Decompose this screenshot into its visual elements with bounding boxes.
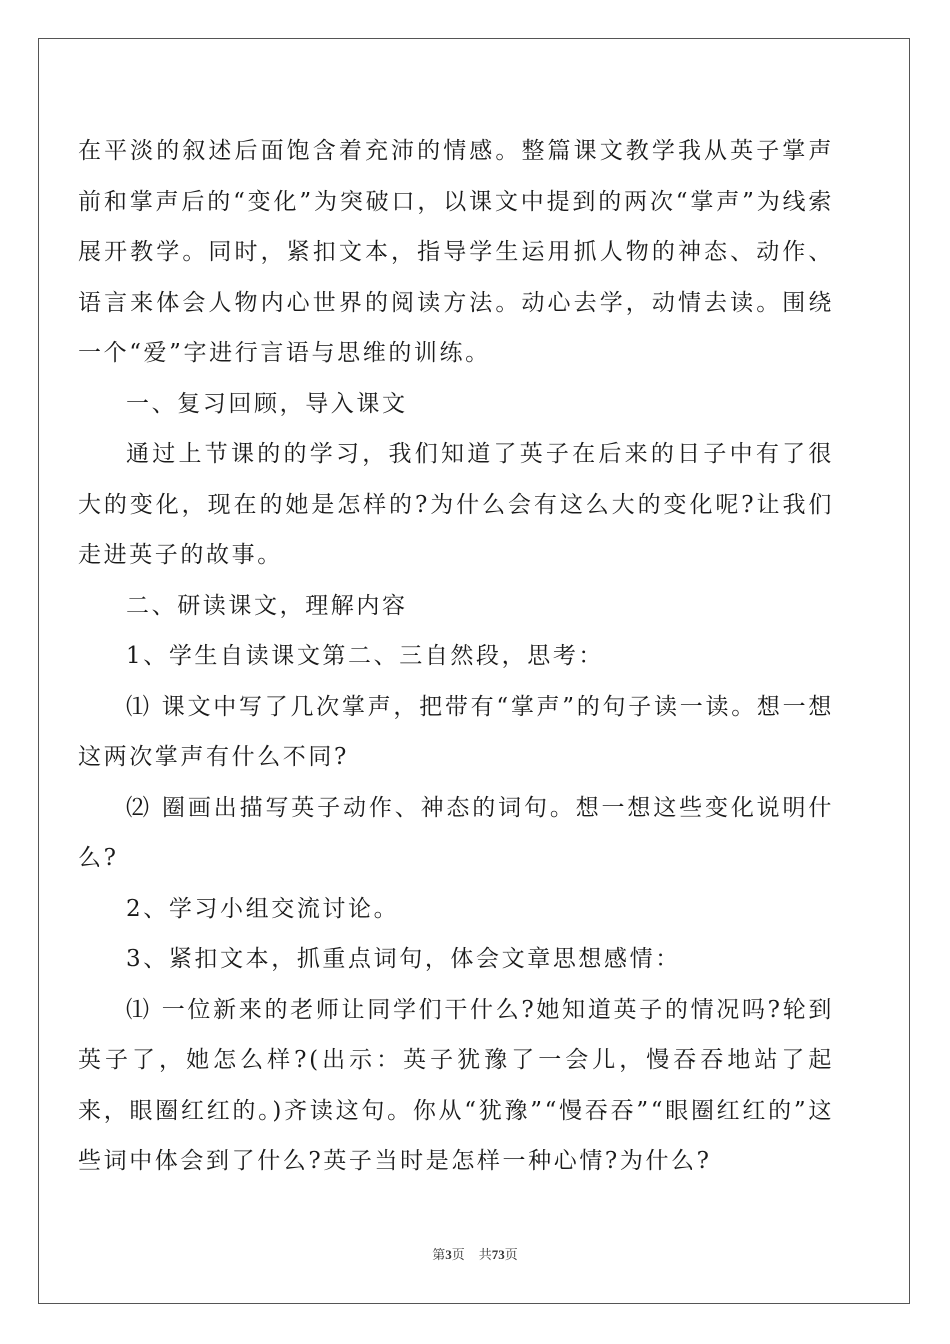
section-heading-review: 一、复习回顾，导入课文 xyxy=(126,390,408,417)
paragraph-8: 2、学习小组交流讨论。 xyxy=(126,895,400,922)
page-prefix: 第 xyxy=(432,1248,446,1263)
paragraph-5: 1、学生自读课文第二、三自然段，思考： xyxy=(126,643,605,669)
total-prefix: 共 xyxy=(478,1248,492,1263)
paragraph-6: ⑴ 课文中写了几次掌声，把带有“掌声”的句子读一读。想一想这两次掌声有什么不同? xyxy=(78,693,834,770)
page-suffix: 页 xyxy=(451,1248,465,1263)
paragraph-1: 在平淡的叙述后面饱含着充沛的情感。整篇课文教学我从英子掌声前和掌声后的“变化”为突破口，以课文中提到的两次“掌声”为线索展开教学。同时，紧扣文本，指导学生运用抓人物的神态、动作、语言来体会人物内心世界的阅读方法。动心去学，动情去读。围绕一个“爱”字进行言语与思维的训练。 xyxy=(78,138,834,366)
section-heading-study: 二、研读课文，理解内容 xyxy=(126,592,408,619)
paragraph-3: 通过上节课的的学习，我们知道了英子在后来的日子中有了很大的变化，现在的她是怎样的?为什么会有这么大的变化呢?让我们走进英子的故事。 xyxy=(78,441,834,568)
paragraph-7: ⑵ 圈画出描写英子动作、神态的词句。想一想这些变化说明什么? xyxy=(78,794,834,871)
document-body xyxy=(78,126,834,1187)
total-suffix: 页 xyxy=(504,1248,518,1263)
total-pages: 73 xyxy=(491,1247,505,1262)
paragraph-10: ⑴ 一位新来的老师让同学们干什么?她知道英子的情况吗?轮到英子了，她怎么样?(出示：英子犹豫了一会儿，慢吞吞地站了起来，眼圈红红的。)齐读这句。你从“犹豫”“慢吞吞”“眼圈红红的”这些词中体会到了什么?英子当时是怎样一种心情?为什么? xyxy=(78,996,834,1174)
paragraph-9: 3、紧扣文本，抓重点词句，体会文章思想感情： xyxy=(126,946,681,972)
page-footer xyxy=(0,1244,950,1263)
page-number: 3 xyxy=(445,1247,452,1262)
